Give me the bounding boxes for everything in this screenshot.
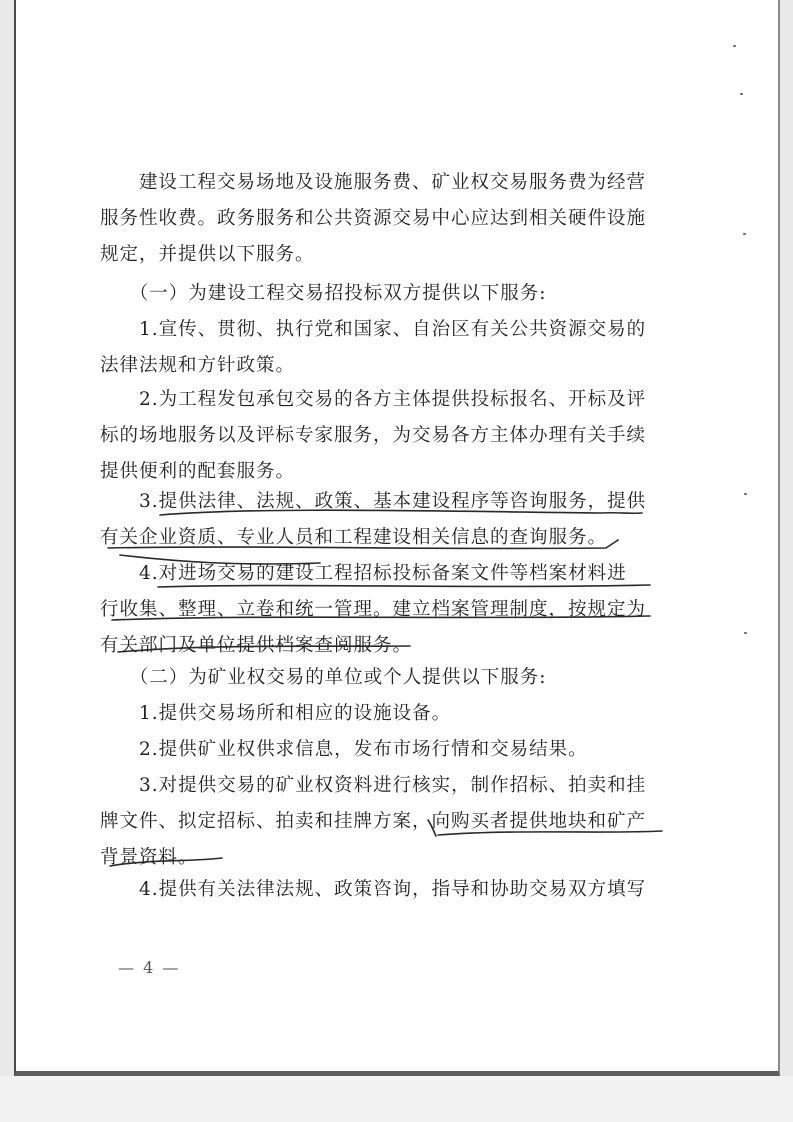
paragraph-mining-item-4 — [100, 872, 660, 908]
scan-margin — [0, 1076, 793, 1122]
text-line: 3.对提供交易的矿业权资料进行核实，制作招标、拍卖和挂 — [100, 775, 647, 796]
text-line: 行收集、整理、立卷和统一管理。建立档案管理制度，按规定为 — [100, 599, 647, 620]
paragraph-item-1 — [100, 312, 660, 384]
text-line: 服务性收费。政务服务和公共资源交易中心应达到相关硬件设施 — [100, 208, 647, 229]
scan-speck — [744, 493, 747, 495]
text-line: 2.为工程发包承包交易的各方主体提供投标报名、开标及评 — [100, 389, 647, 410]
section-heading-construction — [100, 276, 660, 312]
scan-speck — [743, 233, 746, 235]
paragraph-item-3 — [100, 484, 660, 556]
text-line: （二）为矿业权交易的单位或个人提供以下服务: — [100, 667, 547, 688]
text-line: 牌文件、拟定招标、拍卖和挂牌方案，向购买者提供地块和矿产 — [100, 811, 647, 832]
section-heading-mining — [100, 660, 660, 696]
scan-speck — [740, 93, 743, 95]
text-line: 有关企业资质、专业人员和工程建设相关信息的查询服务。 — [100, 527, 608, 548]
paragraph-mining-item-3 — [100, 768, 660, 876]
page-number: — 4 — — [118, 958, 181, 977]
text-line: 建设工程交易场地及设施服务费、矿业权交易服务费为经营 — [100, 172, 647, 193]
scan-speck — [744, 632, 747, 634]
text-line: 3.提供法律、法规、政策、基本建设程序等咨询服务，提供 — [100, 491, 647, 512]
text-line: 规定，并提供以下服务。 — [100, 244, 315, 265]
text-line: 标的场地服务以及评标专家服务，为交易各方主体办理有关手续 — [100, 425, 647, 446]
paragraph-mining-item-1 — [100, 696, 660, 732]
paragraph-mining-item-2 — [100, 732, 660, 768]
text-line: 有关部门及单位提供档案查阅服务。 — [100, 635, 413, 656]
scan-speck — [733, 45, 736, 47]
text-line: 4.提供有关法律法规、政策咨询，指导和协助交易双方填写 — [100, 879, 647, 900]
text-line: （一）为建设工程交易招投标双方提供以下服务: — [100, 283, 547, 304]
text-line: 法律法规和方针政策。 — [100, 355, 296, 376]
paragraph-item-2 — [100, 382, 660, 490]
text-line: 4.对进场交易的建设工程招标投标备案文件等档案材料进 — [100, 563, 627, 584]
text-line: 背景资料。 — [100, 847, 198, 868]
paragraph-fee-intro — [100, 165, 660, 273]
text-line: 1.宣传、贯彻、执行党和国家、自治区有关公共资源交易的 — [100, 319, 647, 340]
text-line: 提供便利的配套服务。 — [100, 461, 296, 482]
text-line: 1.提供交易场所和相应的设施设备。 — [100, 703, 452, 724]
text-line: 2.提供矿业权供求信息，发布市场行情和交易结果。 — [100, 739, 588, 760]
paragraph-item-4 — [100, 556, 660, 664]
